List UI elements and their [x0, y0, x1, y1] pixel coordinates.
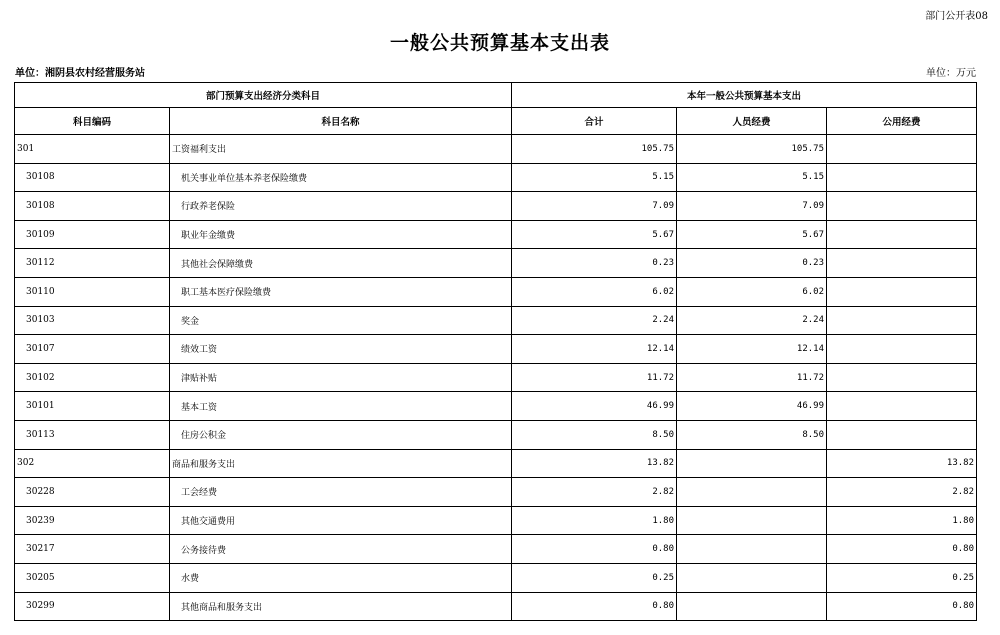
cell-code: 30113: [15, 420, 170, 449]
table-row: [15, 277, 977, 306]
cell-total: 5.15: [512, 163, 677, 192]
cell-name: 工会经费: [170, 478, 512, 507]
cell-personnel: 5.67: [677, 220, 827, 249]
table-row: [15, 392, 977, 421]
cell-personnel: 6.02: [677, 277, 827, 306]
cell-name: 奖金: [170, 306, 512, 335]
cell-personnel: [677, 478, 827, 507]
cell-name: 基本工资: [170, 392, 512, 421]
cell-personnel: 7.09: [677, 192, 827, 221]
table-row: [15, 506, 977, 535]
column-header-total: 合计: [512, 108, 677, 135]
cell-code: 30112: [15, 249, 170, 278]
cell-personnel: 5.15: [677, 163, 827, 192]
table-row: [15, 192, 977, 221]
cell-public: [827, 392, 977, 421]
table-body: [15, 135, 977, 621]
table-row: [15, 449, 977, 478]
cell-public: 0.25: [827, 563, 977, 592]
cell-name: 其他社会保障缴费: [170, 249, 512, 278]
column-header-personnel: 人员经费: [677, 108, 827, 135]
cell-name: 绩效工资: [170, 335, 512, 364]
cell-personnel: [677, 449, 827, 478]
cell-personnel: 105.75: [677, 135, 827, 164]
cell-name: 津贴补贴: [170, 363, 512, 392]
cell-total: 8.50: [512, 420, 677, 449]
table-row: [15, 478, 977, 507]
cell-public: 0.80: [827, 535, 977, 564]
cell-personnel: 8.50: [677, 420, 827, 449]
cell-code: 30239: [15, 506, 170, 535]
cell-public: 0.80: [827, 592, 977, 621]
cell-public: [827, 192, 977, 221]
table-row: [15, 563, 977, 592]
cell-personnel: 12.14: [677, 335, 827, 364]
cell-public: [827, 163, 977, 192]
page-title: 一般公共预算基本支出表: [389, 32, 610, 54]
cell-public: [827, 363, 977, 392]
group-header-classification: 部门预算支出经济分类科目: [15, 83, 512, 108]
cell-total: 13.82: [512, 449, 677, 478]
table-row: [15, 163, 977, 192]
cell-total: 105.75: [512, 135, 677, 164]
cell-personnel: 11.72: [677, 363, 827, 392]
cell-personnel: 0.23: [677, 249, 827, 278]
cell-total: 5.67: [512, 220, 677, 249]
cell-code: 30110: [15, 277, 170, 306]
table-row: [15, 535, 977, 564]
cell-name: 机关事业单位基本养老保险缴费: [170, 163, 512, 192]
table-row: [15, 306, 977, 335]
cell-personnel: 2.24: [677, 306, 827, 335]
cell-public: 2.82: [827, 478, 977, 507]
cell-code: 30205: [15, 563, 170, 592]
cell-public: [827, 420, 977, 449]
cell-code: 301: [15, 135, 170, 164]
cell-code: 30299: [15, 592, 170, 621]
cell-personnel: [677, 563, 827, 592]
cell-code: 30108: [15, 192, 170, 221]
table-row: [15, 249, 977, 278]
cell-name: 工资福利支出: [170, 135, 512, 164]
cell-public: [827, 135, 977, 164]
cell-name: 住房公积金: [170, 420, 512, 449]
column-header-public: 公用经费: [827, 108, 977, 135]
cell-total: 0.80: [512, 535, 677, 564]
cell-code: 30109: [15, 220, 170, 249]
cell-total: 2.24: [512, 306, 677, 335]
group-header-expenditure: 本年一般公共预算基本支出: [512, 83, 977, 108]
cell-total: 1.80: [512, 506, 677, 535]
cell-name: 公务接待费: [170, 535, 512, 564]
cell-public: [827, 306, 977, 335]
cell-code: 30101: [15, 392, 170, 421]
cell-name: 职工基本医疗保险缴费: [170, 277, 512, 306]
cell-public: 13.82: [827, 449, 977, 478]
table-row: [15, 420, 977, 449]
unit-currency: 单位：万元: [926, 68, 976, 79]
cell-code: 302: [15, 449, 170, 478]
cell-total: 0.23: [512, 249, 677, 278]
cell-public: [827, 277, 977, 306]
cell-public: 1.80: [827, 506, 977, 535]
cell-name: 行政养老保险: [170, 192, 512, 221]
cell-public: [827, 249, 977, 278]
cell-personnel: 46.99: [677, 392, 827, 421]
cell-total: 12.14: [512, 335, 677, 364]
budget-table: [14, 82, 977, 621]
table-row: [15, 220, 977, 249]
cell-code: 30108: [15, 163, 170, 192]
cell-name: 其他交通费用: [170, 506, 512, 535]
column-header-name: 科目名称: [170, 108, 512, 135]
cell-name: 职业年金缴费: [170, 220, 512, 249]
cell-personnel: [677, 592, 827, 621]
table-row: [15, 135, 977, 164]
cell-total: 6.02: [512, 277, 677, 306]
cell-total: 7.09: [512, 192, 677, 221]
cell-code: 30103: [15, 306, 170, 335]
cell-total: 2.82: [512, 478, 677, 507]
cell-public: [827, 220, 977, 249]
table-row: [15, 592, 977, 621]
cell-public: [827, 335, 977, 364]
cell-total: 11.72: [512, 363, 677, 392]
form-number: 部门公开表08: [925, 11, 988, 22]
cell-code: 30102: [15, 363, 170, 392]
cell-personnel: [677, 535, 827, 564]
cell-code: 30217: [15, 535, 170, 564]
cell-total: 46.99: [512, 392, 677, 421]
cell-personnel: [677, 506, 827, 535]
cell-name: 水费: [170, 563, 512, 592]
cell-total: 0.25: [512, 563, 677, 592]
cell-name: 商品和服务支出: [170, 449, 512, 478]
table-row: [15, 363, 977, 392]
unit-organization: 单位：湘阴县农村经营服务站: [15, 68, 145, 79]
cell-code: 30228: [15, 478, 170, 507]
cell-total: 0.80: [512, 592, 677, 621]
cell-name: 其他商品和服务支出: [170, 592, 512, 621]
column-header-code: 科目编码: [15, 108, 170, 135]
cell-code: 30107: [15, 335, 170, 364]
table-row: [15, 335, 977, 364]
